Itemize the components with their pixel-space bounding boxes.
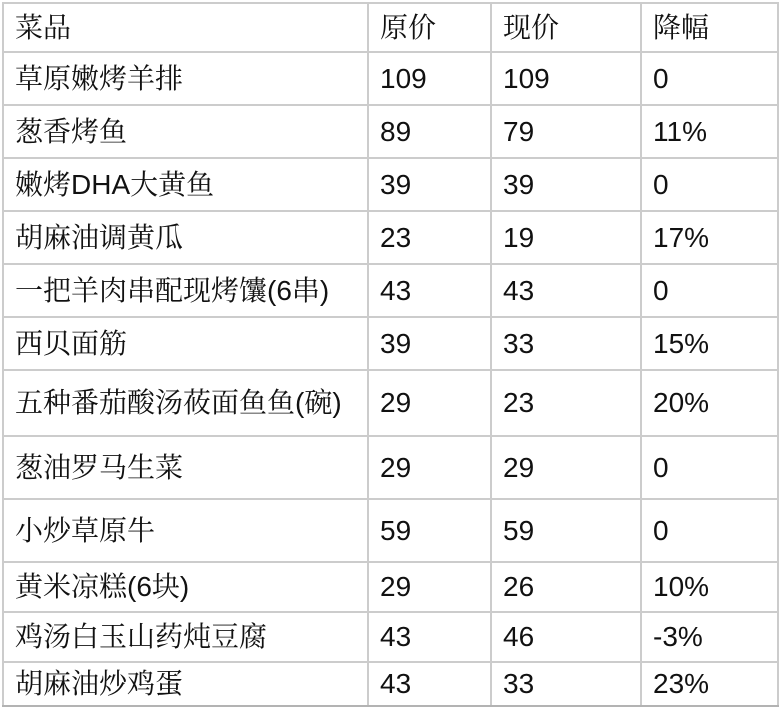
dish-cell: 五种番茄酸汤莜面鱼鱼(碗) bbox=[3, 370, 368, 436]
original-price-cell: 39 bbox=[368, 317, 491, 370]
col-header-current-price: 现价 bbox=[491, 3, 641, 52]
dish-cell: 黄米凉糕(6块) bbox=[3, 562, 368, 612]
current-price-cell: 109 bbox=[491, 52, 641, 105]
discount-cell: 0 bbox=[641, 264, 778, 317]
table-row bbox=[3, 612, 778, 662]
dish-cell: 西贝面筋 bbox=[3, 317, 368, 370]
table-body bbox=[3, 52, 778, 706]
current-price-cell: 43 bbox=[491, 264, 641, 317]
discount-cell: 15% bbox=[641, 317, 778, 370]
dish-cell: 葱香烤鱼 bbox=[3, 105, 368, 158]
dish-cell: 胡麻油调黄瓜 bbox=[3, 211, 368, 264]
original-price-cell: 23 bbox=[368, 211, 491, 264]
original-price-cell: 89 bbox=[368, 105, 491, 158]
original-price-cell: 29 bbox=[368, 436, 491, 499]
table-row bbox=[3, 562, 778, 612]
original-price-cell: 39 bbox=[368, 158, 491, 211]
dish-cell: 胡麻油炒鸡蛋 bbox=[3, 662, 368, 706]
dish-cell: 一把羊肉串配现烤馕(6串) bbox=[3, 264, 368, 317]
original-price-cell: 43 bbox=[368, 264, 491, 317]
current-price-cell: 46 bbox=[491, 612, 641, 662]
table-row bbox=[3, 158, 778, 211]
col-header-dish: 菜品 bbox=[3, 3, 368, 52]
discount-cell: 23% bbox=[641, 662, 778, 706]
menu-price-table bbox=[2, 2, 779, 707]
discount-cell: 10% bbox=[641, 562, 778, 612]
discount-cell: 0 bbox=[641, 436, 778, 499]
discount-cell: 20% bbox=[641, 370, 778, 436]
current-price-cell: 26 bbox=[491, 562, 641, 612]
original-price-cell: 109 bbox=[368, 52, 491, 105]
current-price-cell: 19 bbox=[491, 211, 641, 264]
original-price-cell: 29 bbox=[368, 370, 491, 436]
original-price-cell: 43 bbox=[368, 662, 491, 706]
current-price-cell: 59 bbox=[491, 499, 641, 562]
current-price-cell: 33 bbox=[491, 662, 641, 706]
table-row bbox=[3, 105, 778, 158]
current-price-cell: 79 bbox=[491, 105, 641, 158]
discount-cell: 0 bbox=[641, 158, 778, 211]
original-price-cell: 29 bbox=[368, 562, 491, 612]
current-price-cell: 39 bbox=[491, 158, 641, 211]
discount-cell: 0 bbox=[641, 52, 778, 105]
col-header-original-price: 原价 bbox=[368, 3, 491, 52]
discount-cell: 0 bbox=[641, 499, 778, 562]
original-price-cell: 59 bbox=[368, 499, 491, 562]
table-row bbox=[3, 499, 778, 562]
dish-cell: 草原嫩烤羊排 bbox=[3, 52, 368, 105]
table-row bbox=[3, 370, 778, 436]
current-price-cell: 23 bbox=[491, 370, 641, 436]
dish-cell: 鸡汤白玉山药炖豆腐 bbox=[3, 612, 368, 662]
table-row bbox=[3, 436, 778, 499]
table-row bbox=[3, 52, 778, 105]
current-price-cell: 33 bbox=[491, 317, 641, 370]
header-row bbox=[3, 3, 778, 52]
discount-cell: 17% bbox=[641, 211, 778, 264]
original-price-cell: 43 bbox=[368, 612, 491, 662]
discount-cell: 11% bbox=[641, 105, 778, 158]
table-row bbox=[3, 264, 778, 317]
table-row bbox=[3, 317, 778, 370]
dish-cell: 葱油罗马生菜 bbox=[3, 436, 368, 499]
current-price-cell: 29 bbox=[491, 436, 641, 499]
table-row bbox=[3, 211, 778, 264]
dish-cell: 嫩烤DHA大黄鱼 bbox=[3, 158, 368, 211]
table-row bbox=[3, 662, 778, 706]
table-header bbox=[3, 3, 778, 52]
col-header-discount: 降幅 bbox=[641, 3, 778, 52]
discount-cell: -3% bbox=[641, 612, 778, 662]
dish-cell: 小炒草原牛 bbox=[3, 499, 368, 562]
